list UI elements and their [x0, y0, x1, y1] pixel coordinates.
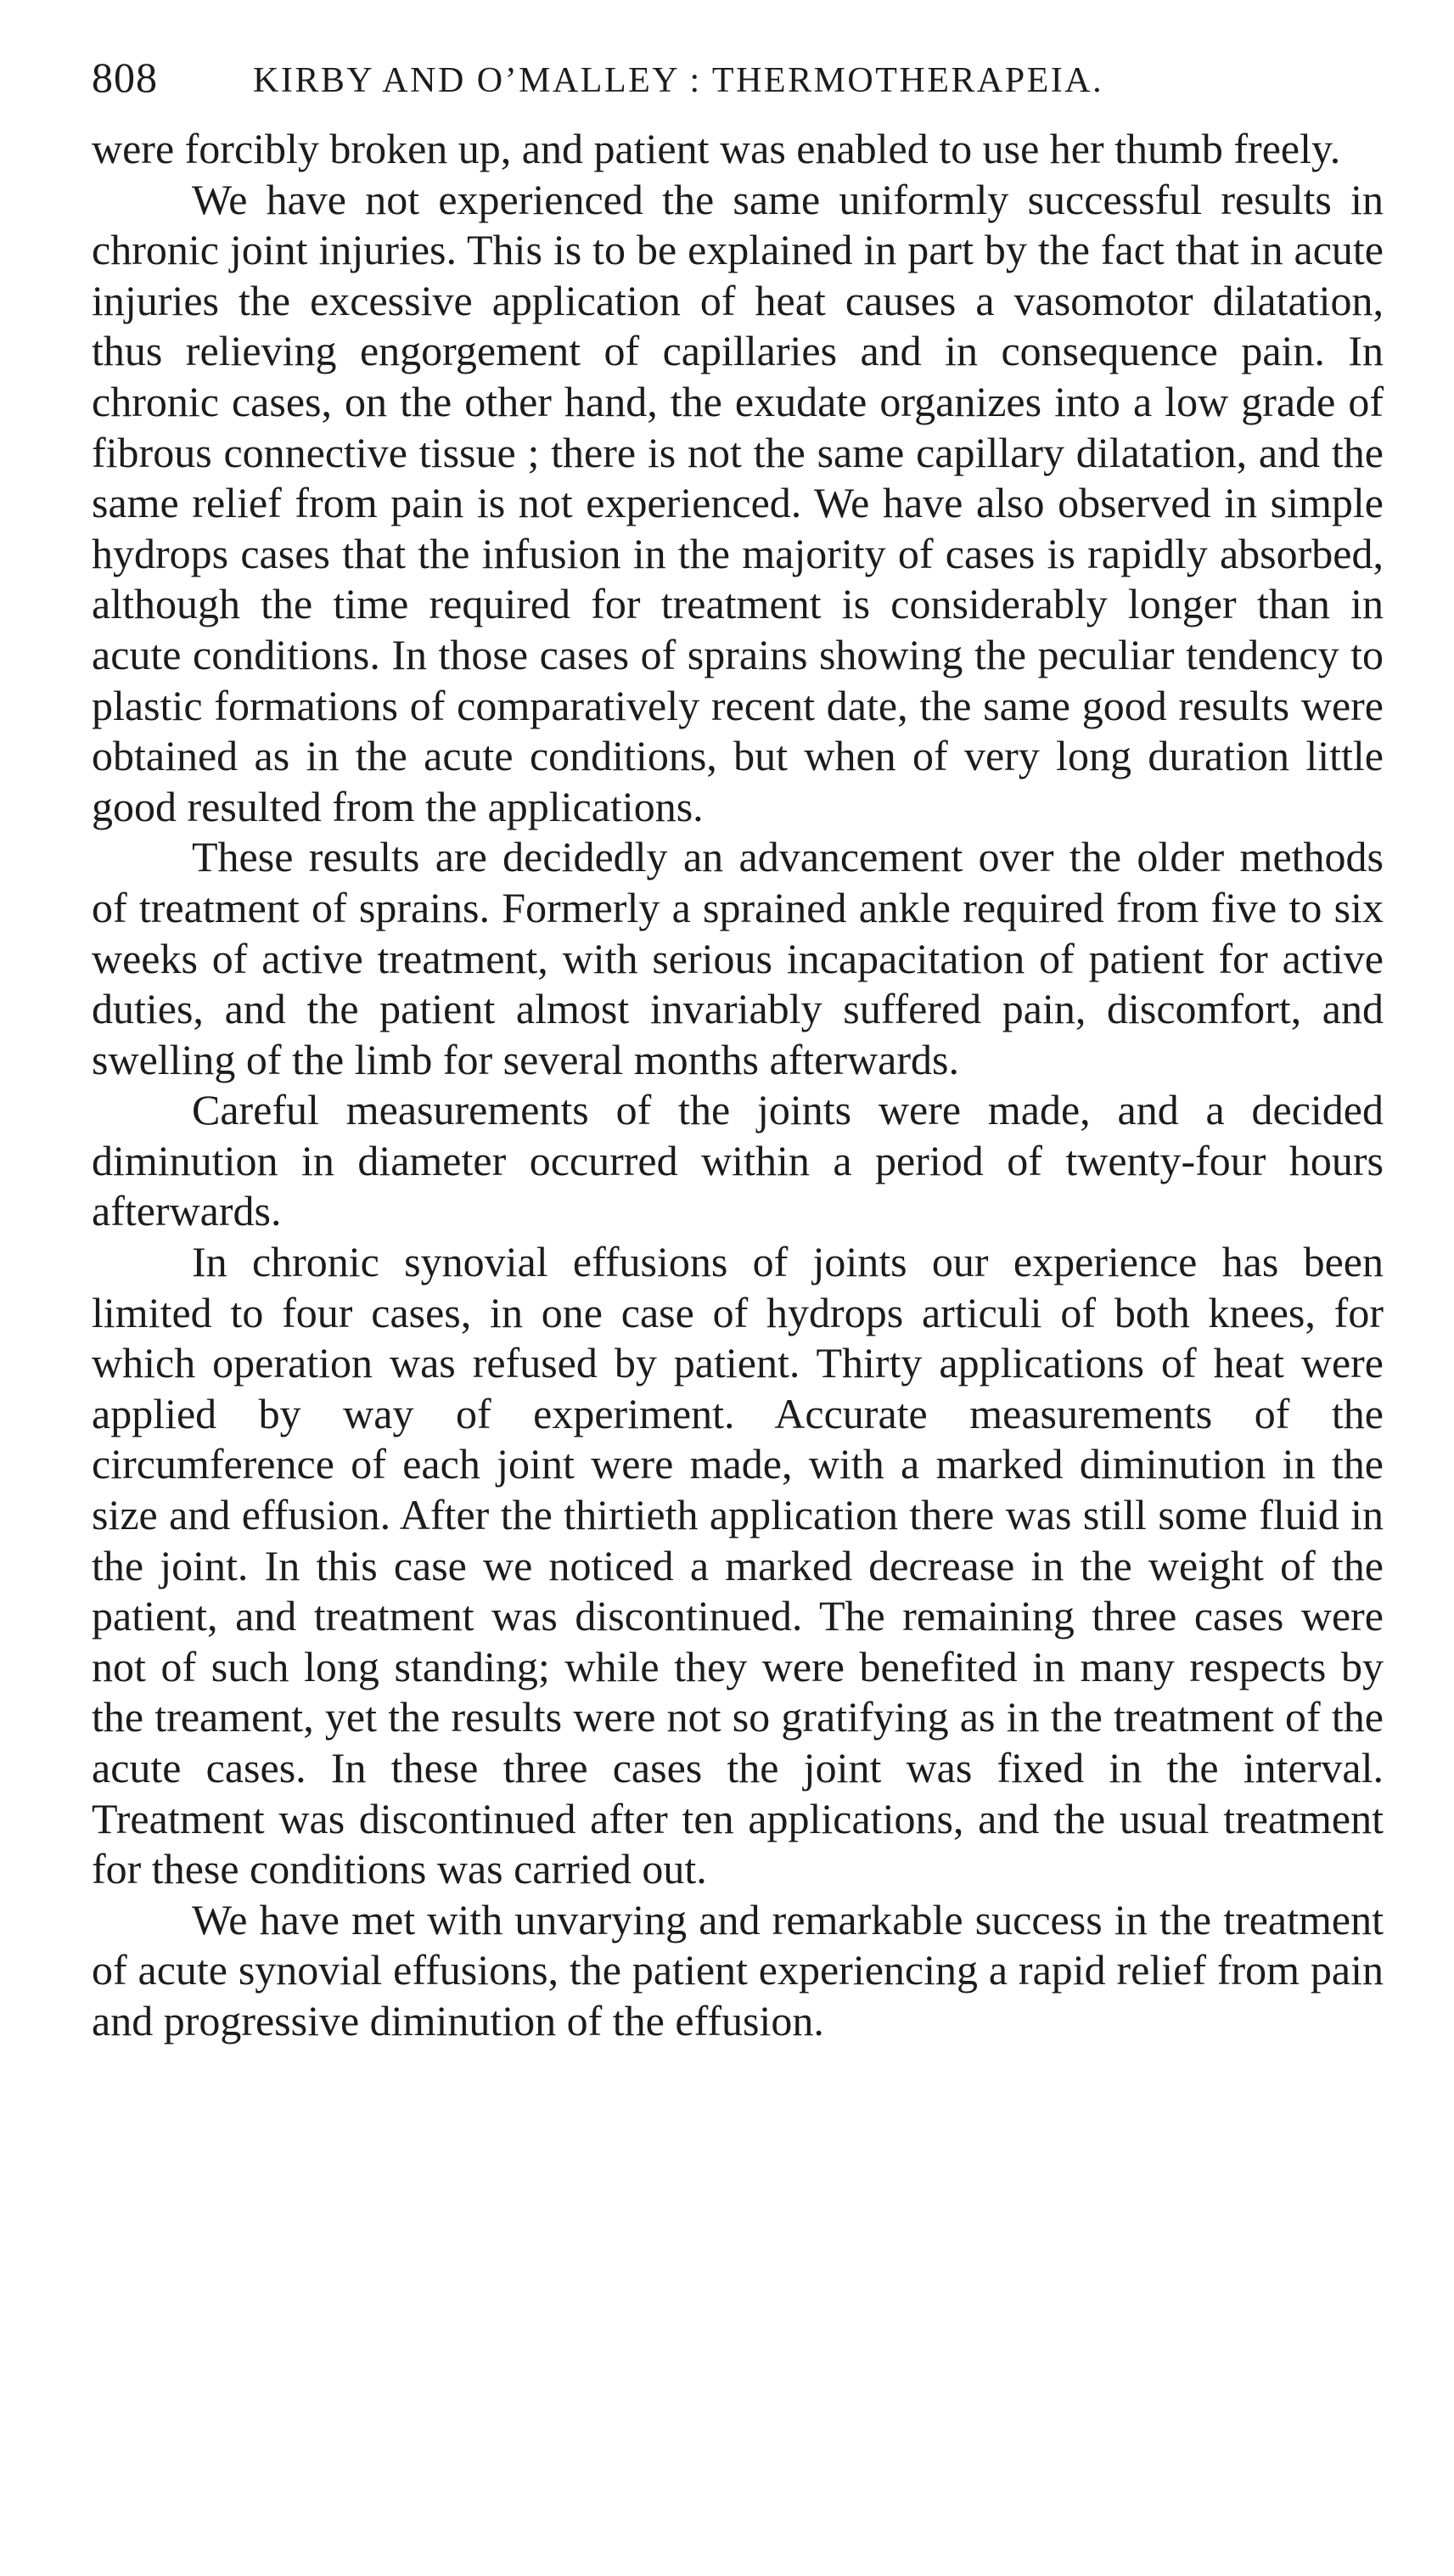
running-head	[92, 53, 1384, 124]
page	[92, 53, 1384, 2047]
paragraph-acute-effusions: We have met with unvarying and remarkable success in the treatment of acute synovial effusions, the patient experiencing a rapid relief from pain and progressive diminution of the effusion.	[92, 1895, 1384, 2044]
paragraph-continuation: were forcibly broken up, and patient was enabled to use her thumb freely.	[92, 125, 1341, 172]
paragraph-chronic-joint-injuries: We have not experienced the same uniformly successful results in chronic joint injuries. This is to be explained in part by the fact that in acute injuries the excessive application of heat causes a vasomotor dilatation, thus relieving engorgement of capillaries and in consequence pain. In chronic cases, on the other hand, the exudate organizes into a low grade of fibrous connective tissue ; there is not the same capillary dilatation, and the same relief from pain is not experienced. We have also observed in simple hydrops cases that the infusion in the majority of cases is rapidly absorbed, although the time required for treatment is considerably longer than in acute conditions. In those cases of sprains showing the peculiar tendency to plastic formations of comparatively recent date, the same good results were obtained as in the acute conditions, but when of very long duration little good resulted from the applications.	[92, 175, 1384, 830]
page-number: 808	[92, 53, 158, 101]
running-title: KIRBY AND O’MALLEY : THERMOTHERAPEIA.	[253, 61, 1104, 100]
paragraph-sprain-treatment: These results are decidedly an advancement over the older methods of treatment of sprains. Formerly a sprained ankle required from five to six weeks of active treatment, with serious incapacitation of patient for active duties, and the patient almost invariably suffered pain, discomfort, and swelling of the limb for several months afterwards.	[92, 833, 1384, 1083]
body-text	[92, 124, 1384, 2047]
paragraph-measurements: Careful measurements of the joints were made, and a decided diminution in diameter occurred within a period of twenty-four hours afterwards.	[92, 1086, 1384, 1235]
paragraph-synovial-effusions: In chronic synovial effusions of joints our experience has been limited to four cases, in one case of hydrops articuli of both knees, for which operation was refused by patient. Thirty applications of heat were applied by way of experiment. Accurate measurements of the circumference of each joint were made, with a marked diminution in the size and effusion. After the thirtieth application there was still some fluid in the joint. In this case we noticed a marked decrease in the weight of the patient, and treatment was discontinued. The remaining three cases were not of such long standing; while they were benefited in many respects by the treament, yet the results were not so gratifying as in the treatment of the acute cases. In these three cases the joint was fixed in the interval. Treatment was discontinued after ten applications, and the usual treatment for these conditions was carried out.	[92, 1238, 1384, 1893]
